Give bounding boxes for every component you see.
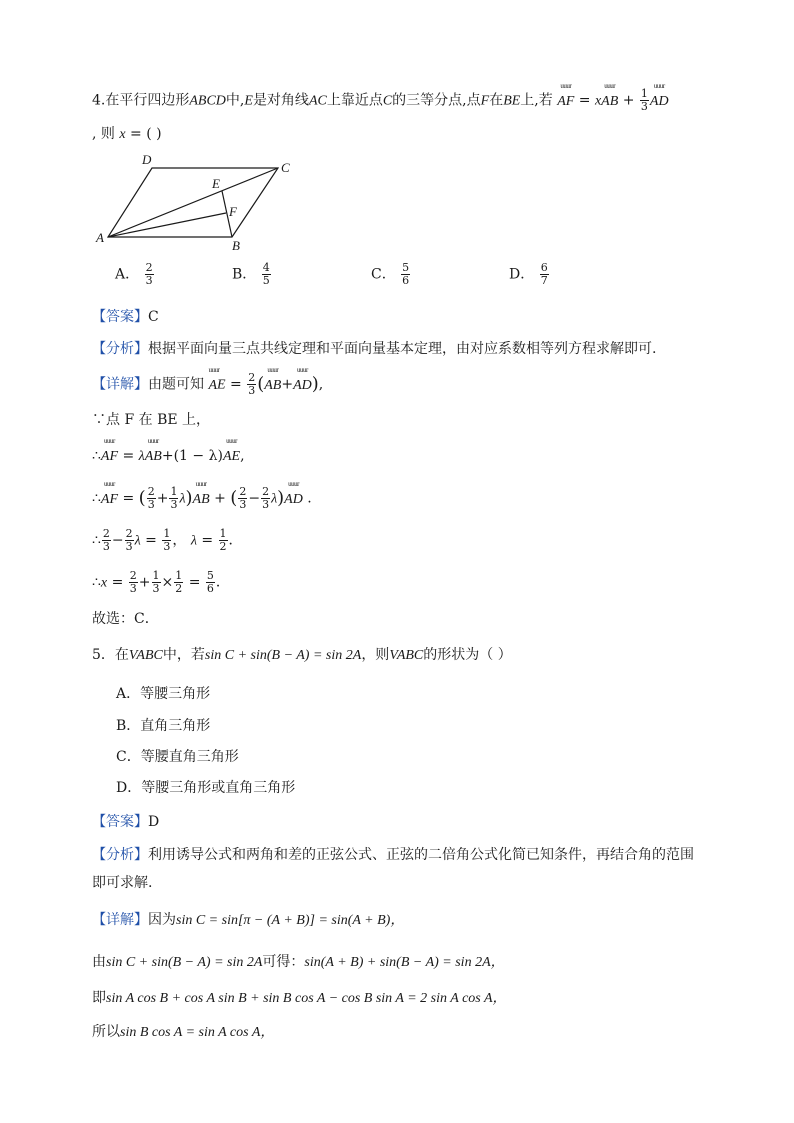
triangle-abc: VABC [389,648,424,663]
q5-option-c[interactable]: C．等腰直角三角形 [116,749,239,765]
frac-den: 5 [262,274,270,287]
detail-text: 即 [92,990,106,1006]
option-fraction [540,262,549,287]
q4-analysis [92,339,656,359]
q4-stem-text: 是对角线 [252,92,309,109]
var-x: x [119,127,126,142]
label-d: D [142,152,152,167]
vector-ab: uuur AB [145,447,162,467]
q5-condition: sin C + sin(B − A) = sin 2A [204,648,362,663]
q4-stem-text: = ( ) [130,126,162,142]
q5-analysis-line1 [92,845,694,865]
q5-option-a[interactable]: A．等腰三角形 [116,686,211,702]
answer-tag: 【答案】 [92,309,148,325]
q4-stem-text: 在 [489,92,504,109]
vector-ad: uuur AD [293,376,312,396]
q5-stem-text: 中，若 [162,647,205,663]
vector-ad: uuur AD [284,490,303,510]
detail-math: sin C + sin(B − A) = sin 2A [106,955,263,970]
q5-stem-text: 的形状为（ ） [423,647,512,663]
option-letter: D． [509,266,535,283]
option-letter: C． [371,266,396,283]
detail-text: 由题可知 [148,376,204,393]
vector-ae-e: E [217,377,226,393]
option-letter: B． [232,266,257,283]
frac-num: 2 [145,261,153,274]
analysis-tag: 【分析】 [92,341,148,357]
q5-analysis-line2: 即可求解. [92,875,153,891]
q5-answer [92,812,159,832]
q4-stem-line1 [92,88,669,113]
equals-sign: = [578,92,591,109]
detail-text: 所以 [92,1024,120,1040]
label-e: E [212,176,220,191]
frac-den: 3 [145,274,153,287]
q4-detail-line1: 【详解】由题可知 uuur AE = $\frac{2}{3}$ (uuur AB+uuur AD), [92,372,323,397]
q4-step-f-on-be: ∵点 F 在 BE 上， [92,412,211,428]
q5-option-d[interactable]: D．等腰三角形或直角三角形 [116,780,296,796]
vector-ab: uuur AB [601,92,618,112]
vector-ae: uuur AE [223,447,240,467]
vector-ab: uuur AB [264,376,281,396]
detail-tag: 【详解】 [92,376,148,393]
q4-stem-text: 的三等分点,点 [392,92,481,109]
q4-ac: AC [308,93,327,109]
q4-abcd: ABCD [189,93,226,109]
fraction-two-thirds [247,372,256,397]
detail-math: sin C = sin[π − (A + B)] = sin(A + B)， [176,913,405,928]
q4-point-e: E [244,93,253,109]
vector-ab: uuur AB [193,490,210,510]
detail-math: sin B cos A = sin A cos A， [120,1025,275,1040]
q5-stem [92,645,512,666]
frac-num: 4 [262,261,270,274]
q4-stem-text: , 则 [92,126,115,142]
q4-stem-text: 中, [225,92,245,109]
q4-answer [92,307,159,327]
answer-value: D [148,814,160,830]
q4-step-x-value: ∴x = $\frac{2}{3}$ + $\frac{1}{3}$ × $\frac{1}{2}$ = $\frac{5}{6}$ ． [92,569,230,595]
option-fraction [262,262,271,287]
detail-text: 因为 [148,912,176,928]
frac-num: 6 [540,261,548,274]
plus-sign: + [622,92,635,109]
q4-option-c[interactable] [371,262,411,287]
q5-detail-line4 [92,1022,274,1043]
option-letter: A． [115,266,140,283]
q4-point-f: F [480,93,490,109]
var-x: x [594,93,602,109]
triangle-abc: VABC [128,648,163,663]
frac-num: 1 [640,87,648,100]
q4-stem-text: 4.在平行四边形 [92,92,190,109]
q4-step-solve-lambda: ∴ $\frac{2}{3}$ − $\frac{2}{3}$ λ = $\frac{1}{3}$ ， λ = $\frac{1}{2}$ ． [92,527,243,553]
vector-af: uuur AF [557,92,574,112]
detail-text: 由 [92,954,106,970]
lambda-coef: (1 − λ) [173,448,223,464]
option-fraction [145,262,154,287]
q4-step-af-lambda: ∴uuur AF = λuuur AB+(1 − λ)uuur AE, [92,446,245,467]
equals-sign: = [230,376,242,393]
q4-be: BE [503,93,521,109]
q4-final-choice: 故选：C． [92,611,159,627]
vector-ad: uuur AD [650,92,669,112]
option-fraction [401,262,410,287]
fraction-one-third [640,88,649,113]
label-a: A [96,230,104,245]
diagonal-ac [108,168,278,237]
q5-stem-text: ，则 [361,647,390,663]
q4-option-b[interactable] [232,262,272,287]
q5-stem-text: 5．在 [92,647,129,663]
q4-step-af-expanded: ∴uuur AF = ( $\frac{2}{3}$ + $\frac{1}{3}$ λ)uuur AB + ( $\frac{2}{3}$ − $\frac{2}{3}$ λ)uuur AD . [92,486,312,511]
label-c: C [281,160,290,175]
analysis-text: 根据平面向量三点共线定理和平面向量基本定理，由对应系数相等列方程求解即可. [148,341,657,357]
frac-den: 7 [540,274,548,287]
label-f: F [229,204,237,219]
parallelogram-figure [92,150,302,260]
answer-value: C [148,309,159,325]
detail-math: sin(A + B) + sin(B − A) = sin 2A， [304,955,505,970]
q5-option-b[interactable]: B．直角三角形 [116,718,211,734]
vector-ae-a: uuur A [208,376,217,396]
q5-detail-line2 [92,952,505,973]
segment-af [108,213,226,237]
frac-num: 2 [248,371,256,384]
analysis-tag: 【分析】 [92,847,148,863]
q5-detail-line3 [92,988,507,1009]
vector-af: uuur AF [101,447,118,467]
frac-den: 6 [402,274,410,287]
detail-tag: 【详解】 [92,912,148,928]
plus-sign: + [161,448,174,464]
q4-stem-text: 上,若 [520,92,553,109]
q4-stem-text: 上靠近点 [326,92,383,109]
q4-option-a[interactable] [115,262,155,287]
plus-sign: + [281,376,294,393]
detail-text: 可得： [262,954,305,970]
q4-stem-line2 [92,124,162,145]
vector-af: uuur AF [101,490,118,510]
q4-point-c: C [382,93,393,109]
answer-tag: 【答案】 [92,814,148,830]
equals-sign: = [122,448,135,464]
q5-detail-line1 [92,910,404,931]
frac-den: 3 [640,100,648,113]
analysis-text: 利用诱导公式和两角和差的正弦公式、正弦的二倍角公式化简已知条件，再结合角的范围 [148,847,694,863]
q4-option-d[interactable] [509,262,550,287]
frac-num: 5 [402,261,410,274]
detail-math: sin A cos B + cos A sin B + sin B cos A − cos B sin A = 2 sin A cos A， [106,991,507,1006]
frac-den: 3 [248,384,256,397]
label-b: B [232,238,240,253]
